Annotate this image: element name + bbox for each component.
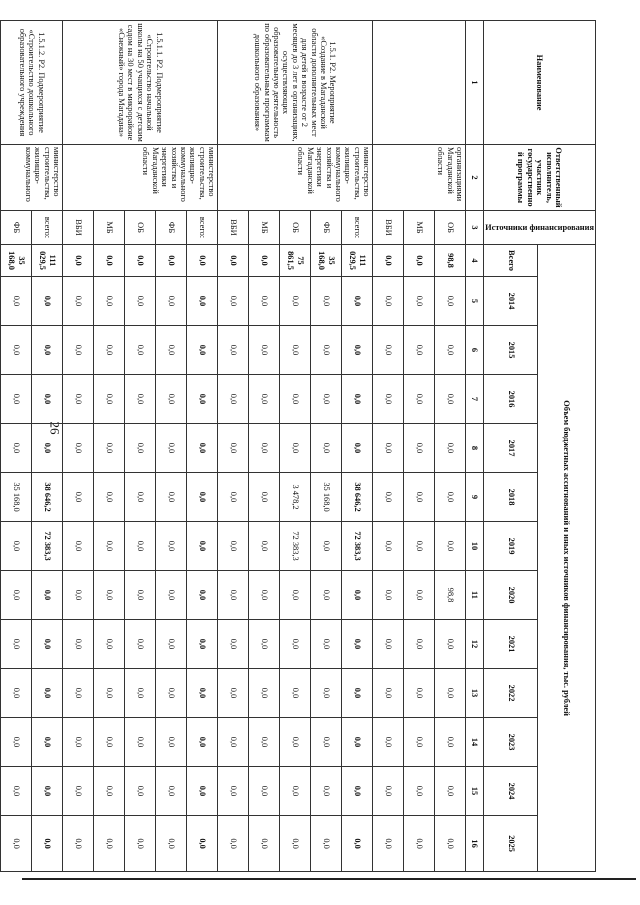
table-row [435, 21, 466, 872]
cell-value: 0,0 [1, 816, 32, 872]
cell-value: 0,0 [342, 718, 373, 767]
cell-value: 0,0 [125, 620, 156, 669]
cell-value: 35 168,0 [1, 473, 32, 522]
cell-value: 0,0 [32, 326, 63, 375]
cell-value: 0,0 [249, 718, 280, 767]
cell-value: 0,0 [94, 473, 125, 522]
cell-total: 0,0 [249, 245, 280, 277]
column-index: 15 [466, 767, 484, 816]
row-name [373, 21, 466, 145]
column-index: 8 [466, 424, 484, 473]
cell-value: 0,0 [435, 522, 466, 571]
row-source: МБ [404, 211, 435, 245]
cell-value: 0,0 [280, 326, 311, 375]
cell-total: 0,0 [125, 245, 156, 277]
cell-value: 0,0 [63, 522, 94, 571]
cell-total: 111 029,5 [342, 245, 373, 277]
header-year: 2015 [484, 326, 538, 375]
table-row [32, 21, 63, 872]
row-source: ОБ [125, 211, 156, 245]
column-index: 2 [466, 145, 484, 211]
cell-value: 0,0 [373, 473, 404, 522]
cell-value: 0,0 [342, 767, 373, 816]
cell-value: 72 383,3 [342, 522, 373, 571]
row-source: МБ [249, 211, 280, 245]
cell-value: 0,0 [404, 522, 435, 571]
row-source: ВБИ [373, 211, 404, 245]
cell-value: 0,0 [63, 767, 94, 816]
cell-value: 0,0 [1, 718, 32, 767]
cell-value: 0,0 [249, 277, 280, 326]
column-index: 11 [466, 571, 484, 620]
cell-value: 0,0 [156, 375, 187, 424]
row-name: 1.5.1. Р2. Мероприятие «Создание в Магаданской области дополнительных мест для детей в возрасте от 2 месяцев до 3 лет в организациях, осуществляющих образовательную деятельность по образовательным программам дошкольного образования» [218, 21, 373, 145]
cell-value: 0,0 [280, 424, 311, 473]
cell-value: 0,0 [32, 767, 63, 816]
cell-value: 0,0 [249, 669, 280, 718]
cell-total: 35 168,0 [1, 245, 32, 277]
cell-value: 0,0 [32, 375, 63, 424]
cell-value: 0,0 [156, 816, 187, 872]
row-executor: организациями Магаданской области [373, 145, 466, 211]
cell-value: 0,0 [218, 326, 249, 375]
column-index: 9 [466, 473, 484, 522]
row-executor: министерство строительства, жилищно-коммунального [1, 145, 63, 211]
cell-value: 0,0 [404, 424, 435, 473]
cell-value: 0,0 [311, 718, 342, 767]
cell-value: 0,0 [404, 571, 435, 620]
financing-table [0, 20, 596, 872]
cell-value: 0,0 [435, 473, 466, 522]
cell-value: 0,0 [373, 522, 404, 571]
cell-value: 0,0 [249, 375, 280, 424]
cell-total: 0,0 [373, 245, 404, 277]
row-source: МБ [94, 211, 125, 245]
cell-value: 0,0 [125, 424, 156, 473]
cell-value: 0,0 [1, 277, 32, 326]
cell-total: 98,8 [435, 245, 466, 277]
cell-value: 0,0 [125, 375, 156, 424]
table-row [187, 21, 218, 872]
cell-value: 0,0 [32, 277, 63, 326]
column-index: 12 [466, 620, 484, 669]
cell-value: 0,0 [373, 669, 404, 718]
table-row [342, 21, 373, 872]
cell-value: 0,0 [280, 767, 311, 816]
cell-value: 0,0 [63, 571, 94, 620]
cell-value: 0,0 [63, 620, 94, 669]
cell-value: 0,0 [404, 816, 435, 872]
header-source [484, 211, 596, 245]
cell-value: 0,0 [218, 718, 249, 767]
header-year: 2024 [484, 767, 538, 816]
cell-value: 0,0 [187, 767, 218, 816]
cell-value: 0,0 [187, 522, 218, 571]
cell-value: 0,0 [187, 375, 218, 424]
cell-value: 0,0 [373, 571, 404, 620]
cell-value: 0,0 [156, 669, 187, 718]
cell-value: 0,0 [218, 277, 249, 326]
cell-value: 0,0 [125, 669, 156, 718]
header-year: 2021 [484, 620, 538, 669]
cell-total: 0,0 [156, 245, 187, 277]
cell-value: 0,0 [125, 767, 156, 816]
cell-value: 0,0 [311, 816, 342, 872]
cell-value: 0,0 [94, 375, 125, 424]
cell-value: 0,0 [187, 816, 218, 872]
cell-value: 0,0 [435, 620, 466, 669]
cell-value: 0,0 [404, 277, 435, 326]
cell-value: 38 646,2 [342, 473, 373, 522]
cell-value: 0,0 [342, 571, 373, 620]
cell-value: 0,0 [435, 375, 466, 424]
cell-value: 0,0 [94, 620, 125, 669]
cell-value: 0,0 [187, 473, 218, 522]
row-executor: министерство строительства, жилищно-коммунального хозяйства и энергетики Магаданской области [218, 145, 373, 211]
header-executor: Ответственный исполнитель, участник государственной программы [484, 145, 596, 211]
row-name: 1.5.1.2. Р2. Подмероприятие «Строительство дошкольного образовательного учреждения [1, 21, 63, 145]
cell-value: 0,0 [373, 816, 404, 872]
cell-value: 0,0 [218, 669, 249, 718]
cell-value: 0,0 [435, 718, 466, 767]
cell-value: 0,0 [125, 473, 156, 522]
cell-total: 0,0 [404, 245, 435, 277]
cell-value: 72 383,3 [280, 522, 311, 571]
header-year: 2025 [484, 816, 538, 872]
cell-value: 0,0 [404, 620, 435, 669]
cell-value: 0,0 [187, 326, 218, 375]
cell-value: 0,0 [311, 669, 342, 718]
cell-value: 0,0 [218, 375, 249, 424]
cell-value: 0,0 [94, 277, 125, 326]
header-year: 2022 [484, 669, 538, 718]
cell-value: 0,0 [280, 620, 311, 669]
bottom-rule [22, 878, 636, 880]
cell-value: 0,0 [125, 326, 156, 375]
cell-value: 0,0 [94, 522, 125, 571]
cell-value: 38 646,2 [32, 473, 63, 522]
cell-value: 0,0 [249, 816, 280, 872]
cell-value: 0,0 [1, 767, 32, 816]
cell-value: 0,0 [125, 816, 156, 872]
cell-value: 0,0 [32, 424, 63, 473]
cell-value: 0,0 [373, 718, 404, 767]
column-index: 6 [466, 326, 484, 375]
row-source: всего: [342, 211, 373, 245]
cell-total: 0,0 [94, 245, 125, 277]
cell-value: 0,0 [280, 816, 311, 872]
cell-value: 0,0 [373, 277, 404, 326]
cell-total: 0,0 [187, 245, 218, 277]
column-index: 7 [466, 375, 484, 424]
cell-value: 0,0 [94, 571, 125, 620]
cell-value: 0,0 [156, 620, 187, 669]
cell-value: 0,0 [156, 571, 187, 620]
cell-value: 0,0 [280, 571, 311, 620]
cell-value: 0,0 [156, 473, 187, 522]
cell-value: 0,0 [94, 718, 125, 767]
cell-value: 0,0 [63, 375, 94, 424]
cell-value: 0,0 [156, 326, 187, 375]
cell-value: 0,0 [373, 375, 404, 424]
cell-value: 0,0 [342, 424, 373, 473]
cell-value: 0,0 [187, 277, 218, 326]
row-source: ФБ [311, 211, 342, 245]
cell-value: 0,0 [373, 326, 404, 375]
cell-value: 0,0 [218, 522, 249, 571]
cell-value: 0,0 [218, 473, 249, 522]
cell-value: 0,0 [218, 424, 249, 473]
cell-value: 0,0 [311, 571, 342, 620]
column-index: 16 [466, 816, 484, 872]
row-source: ВБИ [218, 211, 249, 245]
cell-value: 0,0 [156, 424, 187, 473]
header-source-text: Источники финансирования [485, 222, 594, 232]
cell-value: 0,0 [311, 620, 342, 669]
cell-total: 75 861,5 [280, 245, 311, 277]
cell-value: 0,0 [94, 424, 125, 473]
cell-value: 0,0 [218, 767, 249, 816]
cell-value: 0,0 [249, 620, 280, 669]
cell-total: 111 029,5 [32, 245, 63, 277]
cell-value: 0,0 [280, 375, 311, 424]
cell-value: 0,0 [311, 424, 342, 473]
cell-value: 0,0 [218, 816, 249, 872]
column-index: 3 [466, 211, 484, 245]
header-year: 2018 [484, 473, 538, 522]
cell-value: 0,0 [187, 424, 218, 473]
row-source: ОБ [280, 211, 311, 245]
cell-value: 0,0 [187, 669, 218, 718]
cell-value: 35 168,0 [311, 473, 342, 522]
row-source: всего: [32, 211, 63, 245]
cell-value: 0,0 [156, 277, 187, 326]
cell-value: 0,0 [342, 816, 373, 872]
row-source: ФБ [1, 211, 32, 245]
cell-value: 0,0 [280, 718, 311, 767]
cell-value: 0,0 [404, 669, 435, 718]
header-volume: Объем бюджетных ассигнований и иных источников финансирования, тыс. рублей [538, 245, 596, 872]
cell-value: 0,0 [342, 277, 373, 326]
header-total: Всего [484, 245, 538, 277]
cell-value: 0,0 [311, 375, 342, 424]
column-index: 10 [466, 522, 484, 571]
cell-value: 0,0 [280, 669, 311, 718]
cell-value: 0,0 [218, 620, 249, 669]
cell-value: 0,0 [1, 326, 32, 375]
cell-value: 0,0 [435, 816, 466, 872]
column-index: 5 [466, 277, 484, 326]
cell-total: 35 168,0 [311, 245, 342, 277]
cell-value: 0,0 [125, 718, 156, 767]
row-executor: министерство строительства, жилищно-коммунального хозяйства и энергетики Магаданской области [63, 145, 218, 211]
cell-value: 0,0 [373, 620, 404, 669]
cell-value: 0,0 [249, 326, 280, 375]
column-index: 4 [466, 245, 484, 277]
column-index: 13 [466, 669, 484, 718]
header-year: 2016 [484, 375, 538, 424]
cell-value: 0,0 [156, 718, 187, 767]
cell-value: 0,0 [1, 620, 32, 669]
cell-value: 0,0 [435, 669, 466, 718]
cell-value: 0,0 [435, 326, 466, 375]
cell-value: 0,0 [218, 571, 249, 620]
cell-value: 0,0 [63, 669, 94, 718]
cell-value: 0,0 [32, 669, 63, 718]
cell-value: 0,0 [373, 767, 404, 816]
page-number: 26 [47, 421, 63, 435]
header-year: 2017 [484, 424, 538, 473]
cell-value: 0,0 [249, 571, 280, 620]
cell-value: 0,0 [1, 424, 32, 473]
cell-value: 0,0 [63, 718, 94, 767]
cell-value: 0,0 [94, 669, 125, 718]
column-index: 14 [466, 718, 484, 767]
cell-value: 0,0 [342, 326, 373, 375]
cell-value: 72 383,3 [32, 522, 63, 571]
cell-value: 0,0 [1, 669, 32, 718]
row-source: ФБ [156, 211, 187, 245]
cell-value: 0,0 [32, 816, 63, 872]
cell-value: 0,0 [63, 816, 94, 872]
cell-value: 0,0 [249, 767, 280, 816]
header-year: 2020 [484, 571, 538, 620]
cell-value: 0,0 [187, 718, 218, 767]
cell-value: 0,0 [32, 571, 63, 620]
cell-value: 0,0 [435, 424, 466, 473]
row-source: ОБ [435, 211, 466, 245]
cell-value: 0,0 [125, 571, 156, 620]
cell-value: 0,0 [435, 767, 466, 816]
cell-value: 0,0 [63, 424, 94, 473]
cell-value: 0,0 [280, 277, 311, 326]
cell-value: 0,0 [125, 277, 156, 326]
cell-value: 0,0 [373, 424, 404, 473]
cell-value: 0,0 [435, 277, 466, 326]
cell-value: 0,0 [311, 326, 342, 375]
row-source: всего: [187, 211, 218, 245]
header-name: Наименование [484, 21, 596, 145]
cell-value: 0,0 [342, 375, 373, 424]
cell-value: 0,0 [156, 767, 187, 816]
cell-value: 0,0 [1, 571, 32, 620]
cell-value: 0,0 [94, 326, 125, 375]
column-index: 1 [466, 21, 484, 145]
cell-value: 0,0 [311, 767, 342, 816]
cell-total: 0,0 [218, 245, 249, 277]
cell-value: 0,0 [1, 522, 32, 571]
cell-value: 0,0 [94, 816, 125, 872]
cell-value: 0,0 [156, 522, 187, 571]
cell-value: 0,0 [63, 277, 94, 326]
cell-value: 0,0 [342, 620, 373, 669]
cell-value: 98,8 [435, 571, 466, 620]
cell-value: 0,0 [32, 718, 63, 767]
cell-value: 0,0 [404, 473, 435, 522]
cell-value: 0,0 [342, 669, 373, 718]
cell-value: 0,0 [125, 522, 156, 571]
row-source: ВБИ [63, 211, 94, 245]
cell-value: 0,0 [249, 424, 280, 473]
header-year: 2014 [484, 277, 538, 326]
cell-value: 0,0 [1, 375, 32, 424]
cell-value: 0,0 [94, 767, 125, 816]
cell-value: 0,0 [404, 767, 435, 816]
cell-value: 0,0 [187, 620, 218, 669]
cell-value: 0,0 [311, 277, 342, 326]
header-year: 2019 [484, 522, 538, 571]
cell-value: 0,0 [249, 473, 280, 522]
header-year: 2023 [484, 718, 538, 767]
cell-value: 0,0 [404, 718, 435, 767]
cell-value: 0,0 [311, 522, 342, 571]
row-name: 1.5.1.1. Р2. Подмероприятие «Строительство начальной школы на 50 учащихся с детским садом на 30 мест в микрорайоне «Снежный» города Магадана» [63, 21, 218, 145]
cell-value: 0,0 [187, 571, 218, 620]
cell-value: 0,0 [32, 620, 63, 669]
cell-value: 3 478,2 [280, 473, 311, 522]
cell-value: 0,0 [63, 326, 94, 375]
cell-value: 0,0 [249, 522, 280, 571]
cell-total: 0,0 [63, 245, 94, 277]
cell-value: 0,0 [404, 326, 435, 375]
cell-value: 0,0 [404, 375, 435, 424]
cell-value: 0,0 [63, 473, 94, 522]
